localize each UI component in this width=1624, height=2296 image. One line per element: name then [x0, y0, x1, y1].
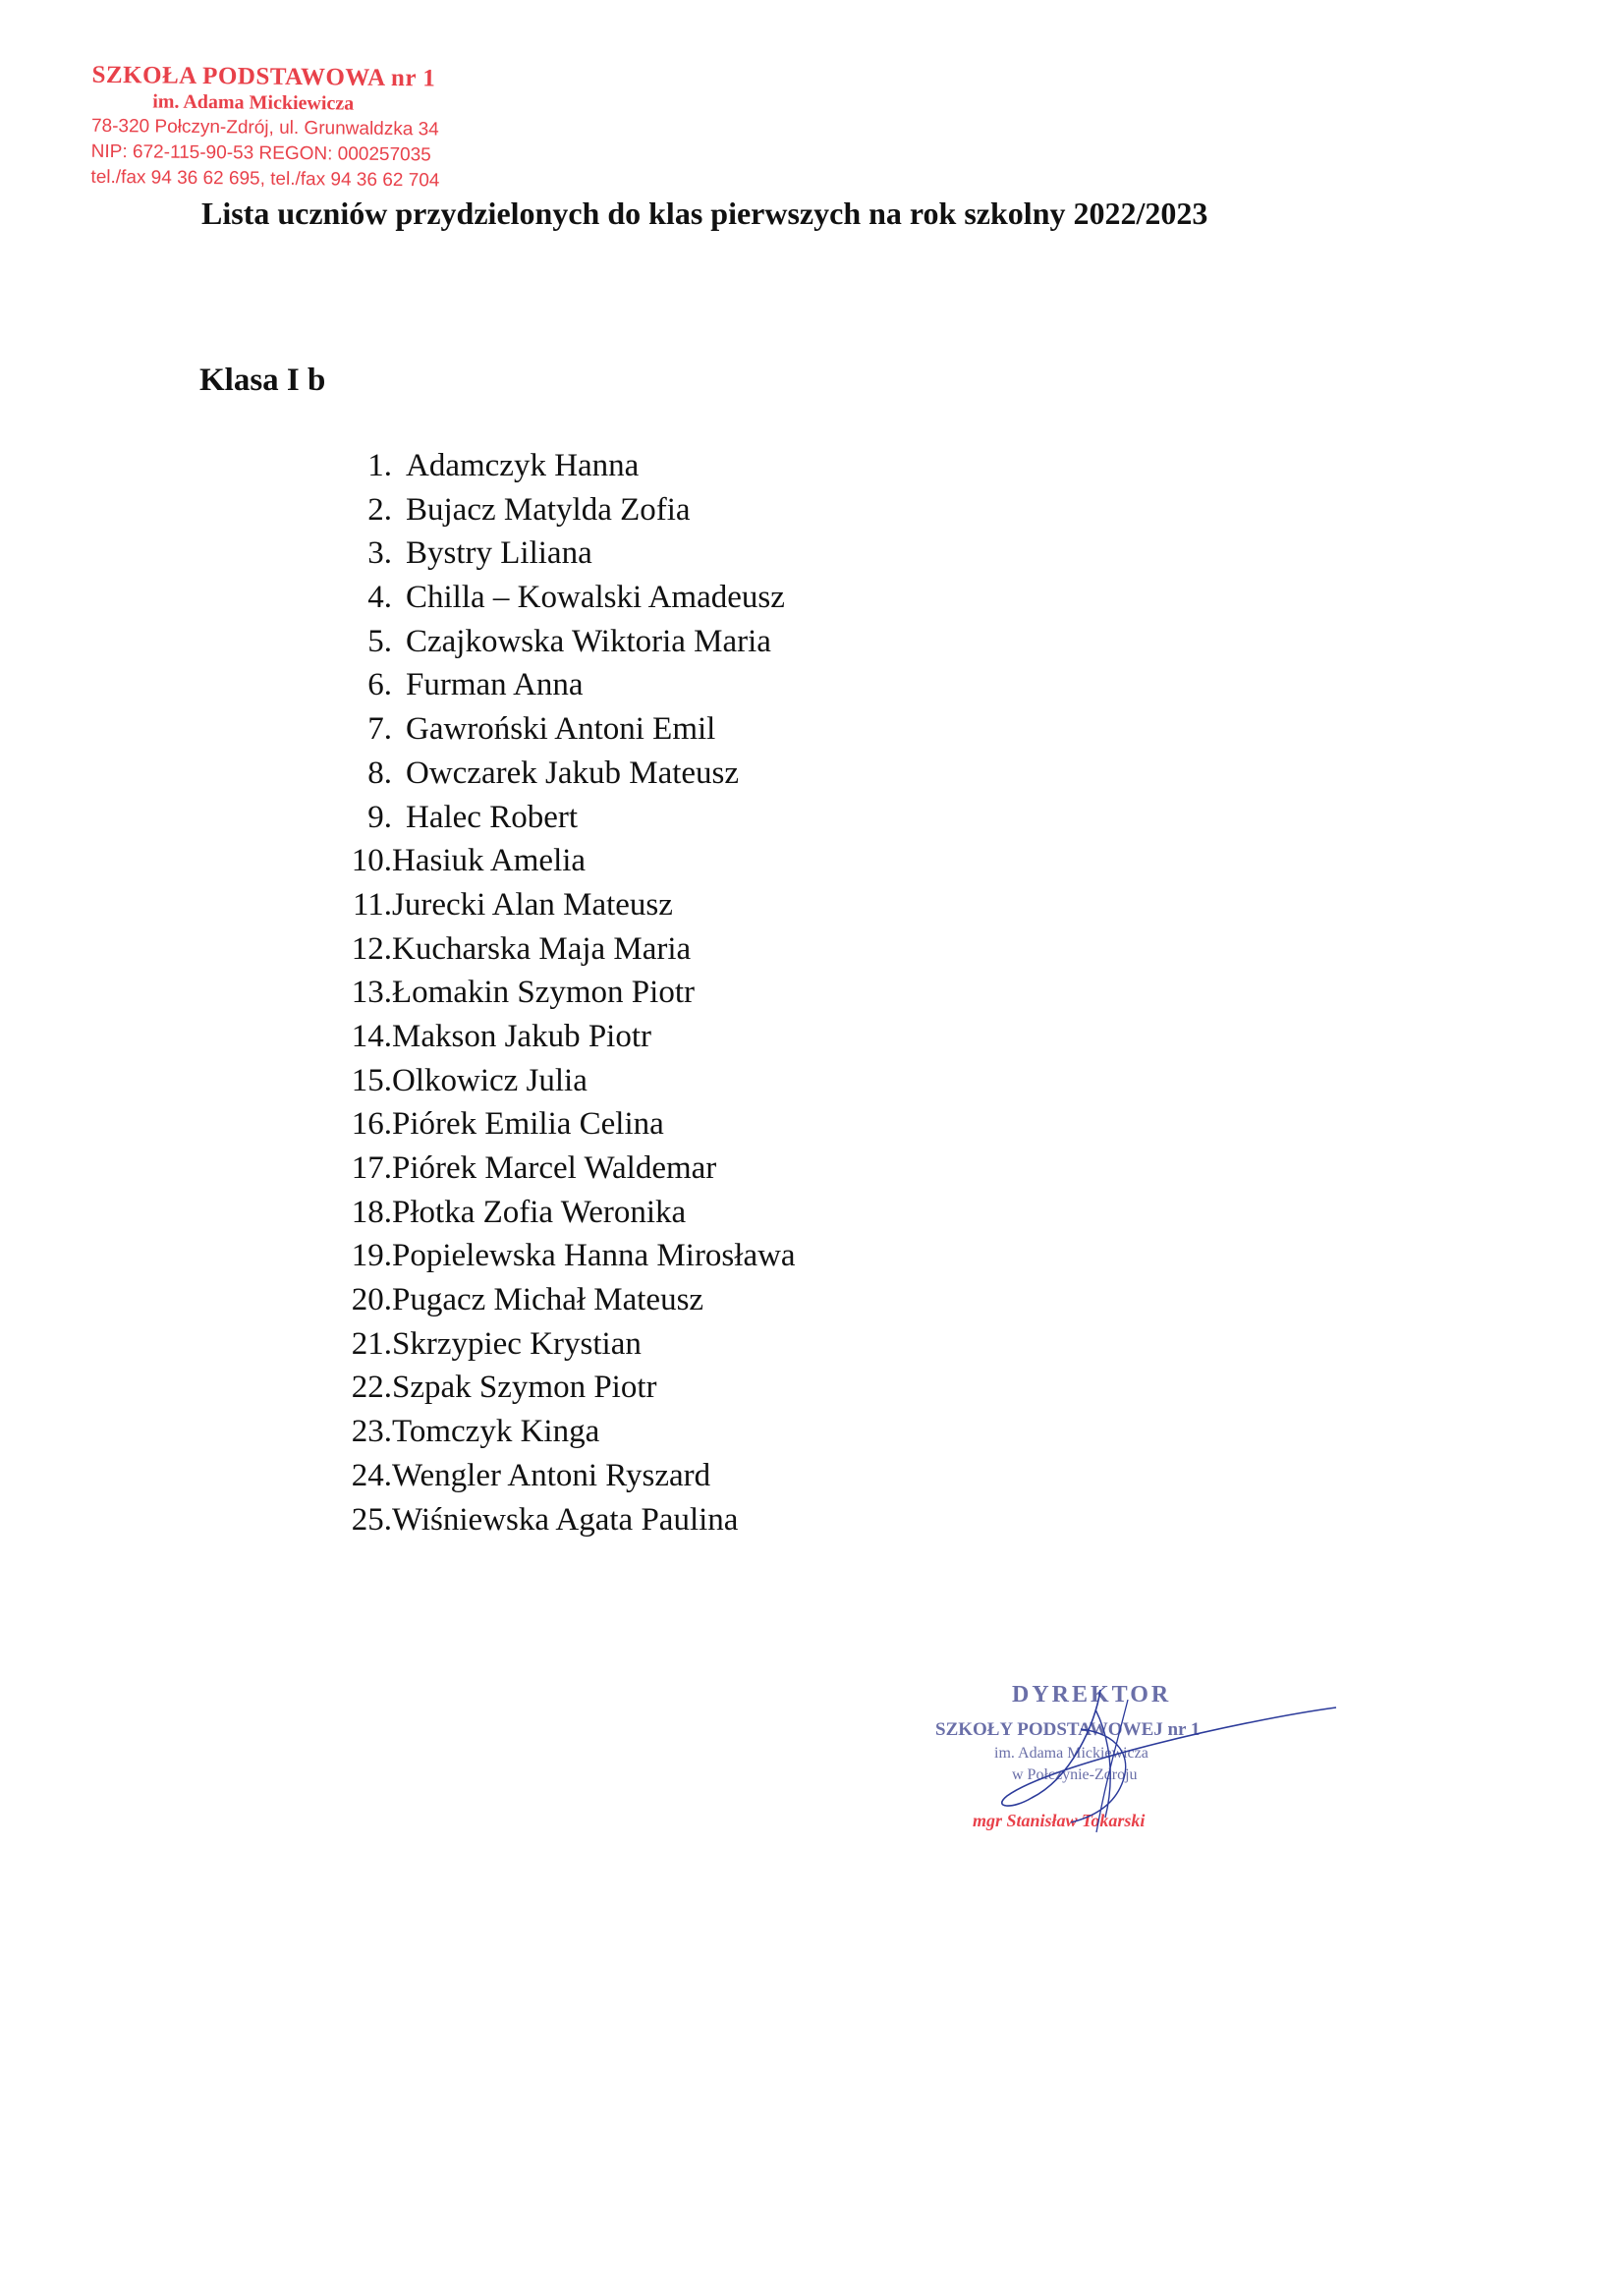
student-number: 9.: [367, 799, 392, 835]
student-name: Hasiuk Amelia: [392, 843, 587, 879]
student-list-item: [337, 1454, 796, 1498]
school-stamp-name: SZKOŁA PODSTAWOWA nr 1: [91, 61, 436, 92]
student-number: 14.: [351, 1018, 392, 1054]
student-list-item: [337, 971, 796, 1015]
student-list-item: [337, 1059, 796, 1103]
student-number: 7.: [367, 711, 392, 748]
student-list-item: [337, 1191, 796, 1235]
student-list-item: [337, 620, 796, 664]
student-number: 13.: [351, 975, 392, 1011]
student-list-item: [337, 576, 796, 620]
student-number: 10.: [351, 843, 392, 879]
student-list-item: [337, 488, 796, 532]
student-name: Łomakin Szymon Piotr: [392, 975, 695, 1011]
director-name: mgr Stanisław Tokarski: [973, 1811, 1146, 1830]
student-name: Tomczyk Kinga: [392, 1414, 600, 1450]
student-name: Kucharska Maja Maria: [392, 930, 692, 967]
student-number: 5.: [367, 623, 392, 659]
student-name: Olkowicz Julia: [392, 1062, 588, 1098]
student-list-item: [337, 663, 796, 707]
school-stamp-nip-regon: NIP: 672-115-90-53 REGON: 000257035: [90, 140, 431, 166]
student-number: 15.: [351, 1062, 392, 1098]
student-list-item: [337, 1366, 796, 1410]
student-name: Chilla – Kowalski Amadeusz: [406, 580, 785, 616]
student-list-item: [337, 883, 796, 927]
student-list-item: [337, 839, 796, 883]
director-stamp: [924, 1670, 1356, 1847]
student-name: Jurecki Alan Mateusz: [392, 886, 673, 923]
student-number: 1.: [367, 448, 392, 483]
student-number: 11.: [352, 886, 392, 923]
school-stamp: [90, 63, 504, 195]
school-stamp-address: 78-320 Połczyn-Zdrój, ul. Grunwaldzka 34: [90, 115, 439, 140]
student-list-item: [337, 1234, 796, 1278]
student-list-item: [337, 707, 796, 752]
student-number: 3.: [367, 535, 392, 572]
student-name: Adamczyk Hanna: [406, 448, 640, 483]
school-stamp-phone: tel./fax 94 36 62 695, tel./fax 94 36 62 704: [90, 166, 440, 192]
student-name: Furman Anna: [406, 667, 584, 703]
student-name: Czajkowska Wiktoria Maria: [406, 623, 771, 659]
director-stamp-school: SZKOŁY PODSTAWOWEJ nr 1: [935, 1719, 1201, 1740]
student-name: Makson Jakub Piotr: [392, 1018, 651, 1054]
director-stamp-title: DYREKTOR: [1012, 1682, 1172, 1708]
class-heading: Klasa I b: [199, 363, 326, 398]
student-number: 2.: [367, 491, 392, 528]
student-list-item: [337, 1498, 796, 1542]
document-title: Lista uczniów przydzielonych do klas pierwszych na rok szkolny 2022/2023: [201, 196, 1208, 231]
student-name: Bystry Liliana: [406, 535, 592, 572]
student-number: 8.: [367, 755, 392, 791]
student-name: Gawroński Antoni Emil: [406, 711, 716, 748]
student-number: 23.: [351, 1414, 392, 1450]
student-name: Pugacz Michał Mateusz: [392, 1282, 704, 1318]
student-list-item: [337, 444, 796, 488]
student-number: 20.: [351, 1282, 392, 1318]
student-number: 21.: [351, 1325, 392, 1362]
student-name: Płotka Zofia Weronika: [392, 1194, 687, 1230]
student-number: 24.: [351, 1457, 392, 1493]
director-stamp-town: w Połczynie-Zdroju: [1012, 1766, 1138, 1783]
signature-stroke-vertical: [1096, 1700, 1128, 1832]
student-number: 4.: [367, 580, 392, 616]
student-name: Wiśniewska Agata Paulina: [392, 1501, 739, 1538]
student-name: Owczarek Jakub Mateusz: [406, 755, 740, 791]
student-list-item: [337, 1322, 796, 1367]
student-list-item: [337, 1102, 796, 1147]
student-name: Szpak Szymon Piotr: [392, 1370, 657, 1406]
student-name: Wengler Antoni Ryszard: [392, 1457, 711, 1493]
student-list-item: [337, 796, 796, 840]
student-number: 25.: [351, 1501, 392, 1538]
student-list: [337, 444, 796, 1541]
student-list-item: [337, 752, 796, 796]
school-stamp-patron: im. Adama Mickiewicza: [152, 90, 355, 115]
student-number: 12.: [351, 930, 392, 967]
student-name: Piórek Emilia Celina: [392, 1106, 664, 1143]
student-name: Bujacz Matylda Zofia: [406, 491, 691, 528]
student-name: Skrzypiec Krystian: [392, 1325, 642, 1362]
student-number: 22.: [351, 1370, 392, 1406]
student-name: Halec Robert: [406, 799, 579, 835]
student-number: 6.: [367, 667, 392, 703]
student-list-item: [337, 532, 796, 576]
student-list-item: [337, 1015, 796, 1059]
director-stamp-patron: im. Adama Mickiewicza: [994, 1745, 1148, 1762]
student-list-item: [337, 1278, 796, 1322]
student-name: Piórek Marcel Waldemar: [392, 1150, 717, 1186]
student-list-item: [337, 1147, 796, 1191]
student-name: Popielewska Hanna Mirosława: [392, 1238, 796, 1274]
director-signature: [924, 1670, 1356, 1847]
student-number: 18.: [351, 1194, 392, 1230]
signature-stroke-main: [1002, 1690, 1336, 1806]
student-number: 17.: [351, 1150, 392, 1186]
student-number: 19.: [351, 1238, 392, 1274]
student-list-item: [337, 1410, 796, 1454]
student-number: 16.: [351, 1106, 392, 1143]
student-list-item: [337, 927, 796, 972]
